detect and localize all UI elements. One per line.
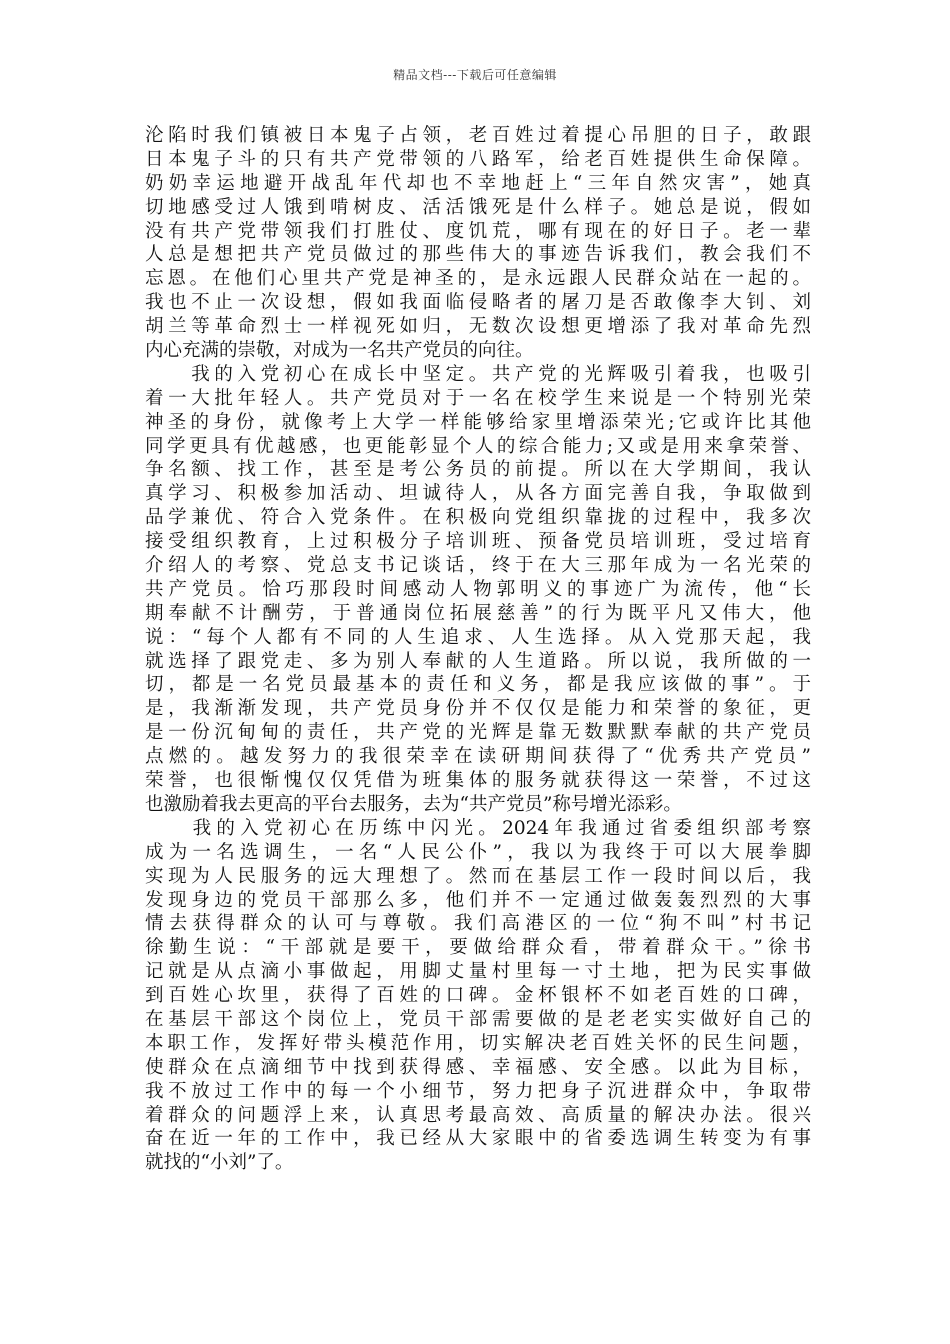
text-line: 本职工作，发挥好带头模范作用，切实解决老百姓关怀的民生问题， <box>145 1032 811 1054</box>
text-line: 接受组织教育，上过积极分子培训班、预备党员培训班，受过培育 <box>145 531 811 553</box>
text-line: 我的入党初心在成长中坚定。共产党的光辉吸引着我，也吸引 <box>145 363 811 385</box>
text-line: 是一份沉甸甸的责任，共产党的光辉是靠无数默默奉献的共产党员 <box>145 722 811 744</box>
text-line: 情去获得群众的认可与尊敬。我们高港区的一位“狗不叫”村书记 <box>145 913 811 935</box>
text-line: 胡兰等革命烈士一样视死如归，无数次设想更增添了我对革命先烈 <box>145 316 811 338</box>
text-line: 成为一名选调生，一名“人民公仆”，我以为我终于可以大展拳脚 <box>145 841 811 863</box>
text-line: 着群众的问题浮上来，认真思考最高效、高质量的解决办法。很兴 <box>145 1104 811 1126</box>
text-line: 奶奶幸运地避开战乱年代却也不幸地赶上“三年自然灾害”，她真 <box>145 172 811 194</box>
text-line: 我不放过工作中的每一个小细节，努力把身子沉进群众中，争取带 <box>145 1080 811 1102</box>
text-line: 内心充满的崇敬，对成为一名共产党员的向往。 <box>145 340 534 362</box>
text-line: 我也不止一次设想，假如我面临侵略者的屠刀是否敢像李大钊、刘 <box>145 292 811 314</box>
page-header: 精品文档---下载后可任意编辑 <box>393 68 557 82</box>
text-line: 品学兼优、符合入党条件。在积极向党组织靠拢的过程中，我多次 <box>145 507 811 529</box>
text-line: 就选择了跟党走、多为别人奉献的人生道路。所以说，我所做的一 <box>145 650 811 672</box>
text-line: 没有共产党带领我们打胜仗、度饥荒，哪有现在的好日子。老一辈 <box>145 220 811 242</box>
text-line: 是，我渐渐发现，共产党员身份并不仅仅是能力和荣誉的象征，更 <box>145 698 811 720</box>
text-line: 着一大批年轻人。共产党员对于一名在校学生来说是一个特别光荣 <box>145 387 811 409</box>
text-line: 荣誉，也很惭愧仅仅凭借为班集体的服务就获得这一荣誉，不过这 <box>145 770 811 792</box>
text-line: 也激励着我去更高的平台去服务，去为“共产党员”称号增光添彩。 <box>145 793 682 815</box>
document-body <box>145 124 811 1175</box>
text-line: 同学更具有优越感，也更能彰显个人的综合能力;又或是用来拿荣誉、 <box>145 435 811 457</box>
text-line: 徐勤生说：“干部就是要干，要做给群众看，带着群众干。”徐书 <box>145 937 811 959</box>
text-line: 切地感受过人饿到啃树皮、活活饿死是什么样子。她总是说，假如 <box>145 196 811 218</box>
text-line: 切，都是一名党员最基本的责任和义务，都是我应该做的事”。于 <box>145 674 811 696</box>
text-line: 人总是想把共产党员做过的那些伟大的事迹告诉我们，教会我们不 <box>145 244 811 266</box>
text-line: 争名额、找工作，甚至是考公务员的前提。所以在大学期间，我认 <box>145 459 811 481</box>
text-line: 沦陷时我们镇被日本鬼子占领，老百姓过着提心吊胆的日子，敢跟 <box>145 125 811 146</box>
text-line: 使群众在点滴细节中找到获得感、幸福感、安全感。以此为目标， <box>145 1056 811 1078</box>
text-line: 在基层干部这个岗位上，党员干部需要做的是老老实实做好自己的 <box>145 1008 811 1030</box>
text-line: 点燃的。越发努力的我很荣幸在读研期间获得了“优秀共产党员” <box>145 746 811 768</box>
text-line: 期奉献不计酬劳，于普通岗位拓展慈善”的行为既平凡又伟大，他 <box>145 602 811 624</box>
text-line: 实现为人民服务的远大理想了。然而在基层工作一段时间以后，我 <box>145 865 811 887</box>
text-line: 说：“每个人都有不同的人生追求、人生选择。从入党那天起，我 <box>145 626 811 648</box>
text-line: 奋在近一年的工作中，我已经从大家眼中的省委选调生转变为有事 <box>145 1128 811 1150</box>
text-line: 真学习、积极参加活动、坦诚待人，从各方面完善自我，争取做到 <box>145 483 811 505</box>
text-line: 介绍人的考察、党总支书记谈话，终于在大三那年成为一名光荣的 <box>145 555 811 577</box>
text-line: 我的入党初心在历练中闪光。2024年我通过省委组织部考察 <box>145 817 811 839</box>
text-line: 共产党员。恰巧那段时间感动人物郭明义的事迹广为流传，他“长 <box>145 578 811 600</box>
text-line: 神圣的身份，就像考上大学一样能够给家里增添荣光;它或许比其他 <box>145 411 811 433</box>
text-line: 到百姓心坎里，获得了百姓的口碑。金杯银杯不如老百姓的口碑， <box>145 985 811 1007</box>
text-line: 忘恩。在他们心里共产党是神圣的，是永远跟人民群众站在一起的。 <box>145 268 811 290</box>
text-line: 就找的“小刘”了。 <box>145 1152 294 1174</box>
text-line: 日本鬼子斗的只有共产党带领的八路军，给老百姓提供生命保障。 <box>145 148 811 170</box>
text-line: 发现身边的党员干部那么多，他们并不一定通过做轰轰烈烈的大事 <box>145 889 811 911</box>
text-line: 记就是从点滴小事做起，用脚丈量村里每一寸土地，把为民实事做 <box>145 961 811 983</box>
